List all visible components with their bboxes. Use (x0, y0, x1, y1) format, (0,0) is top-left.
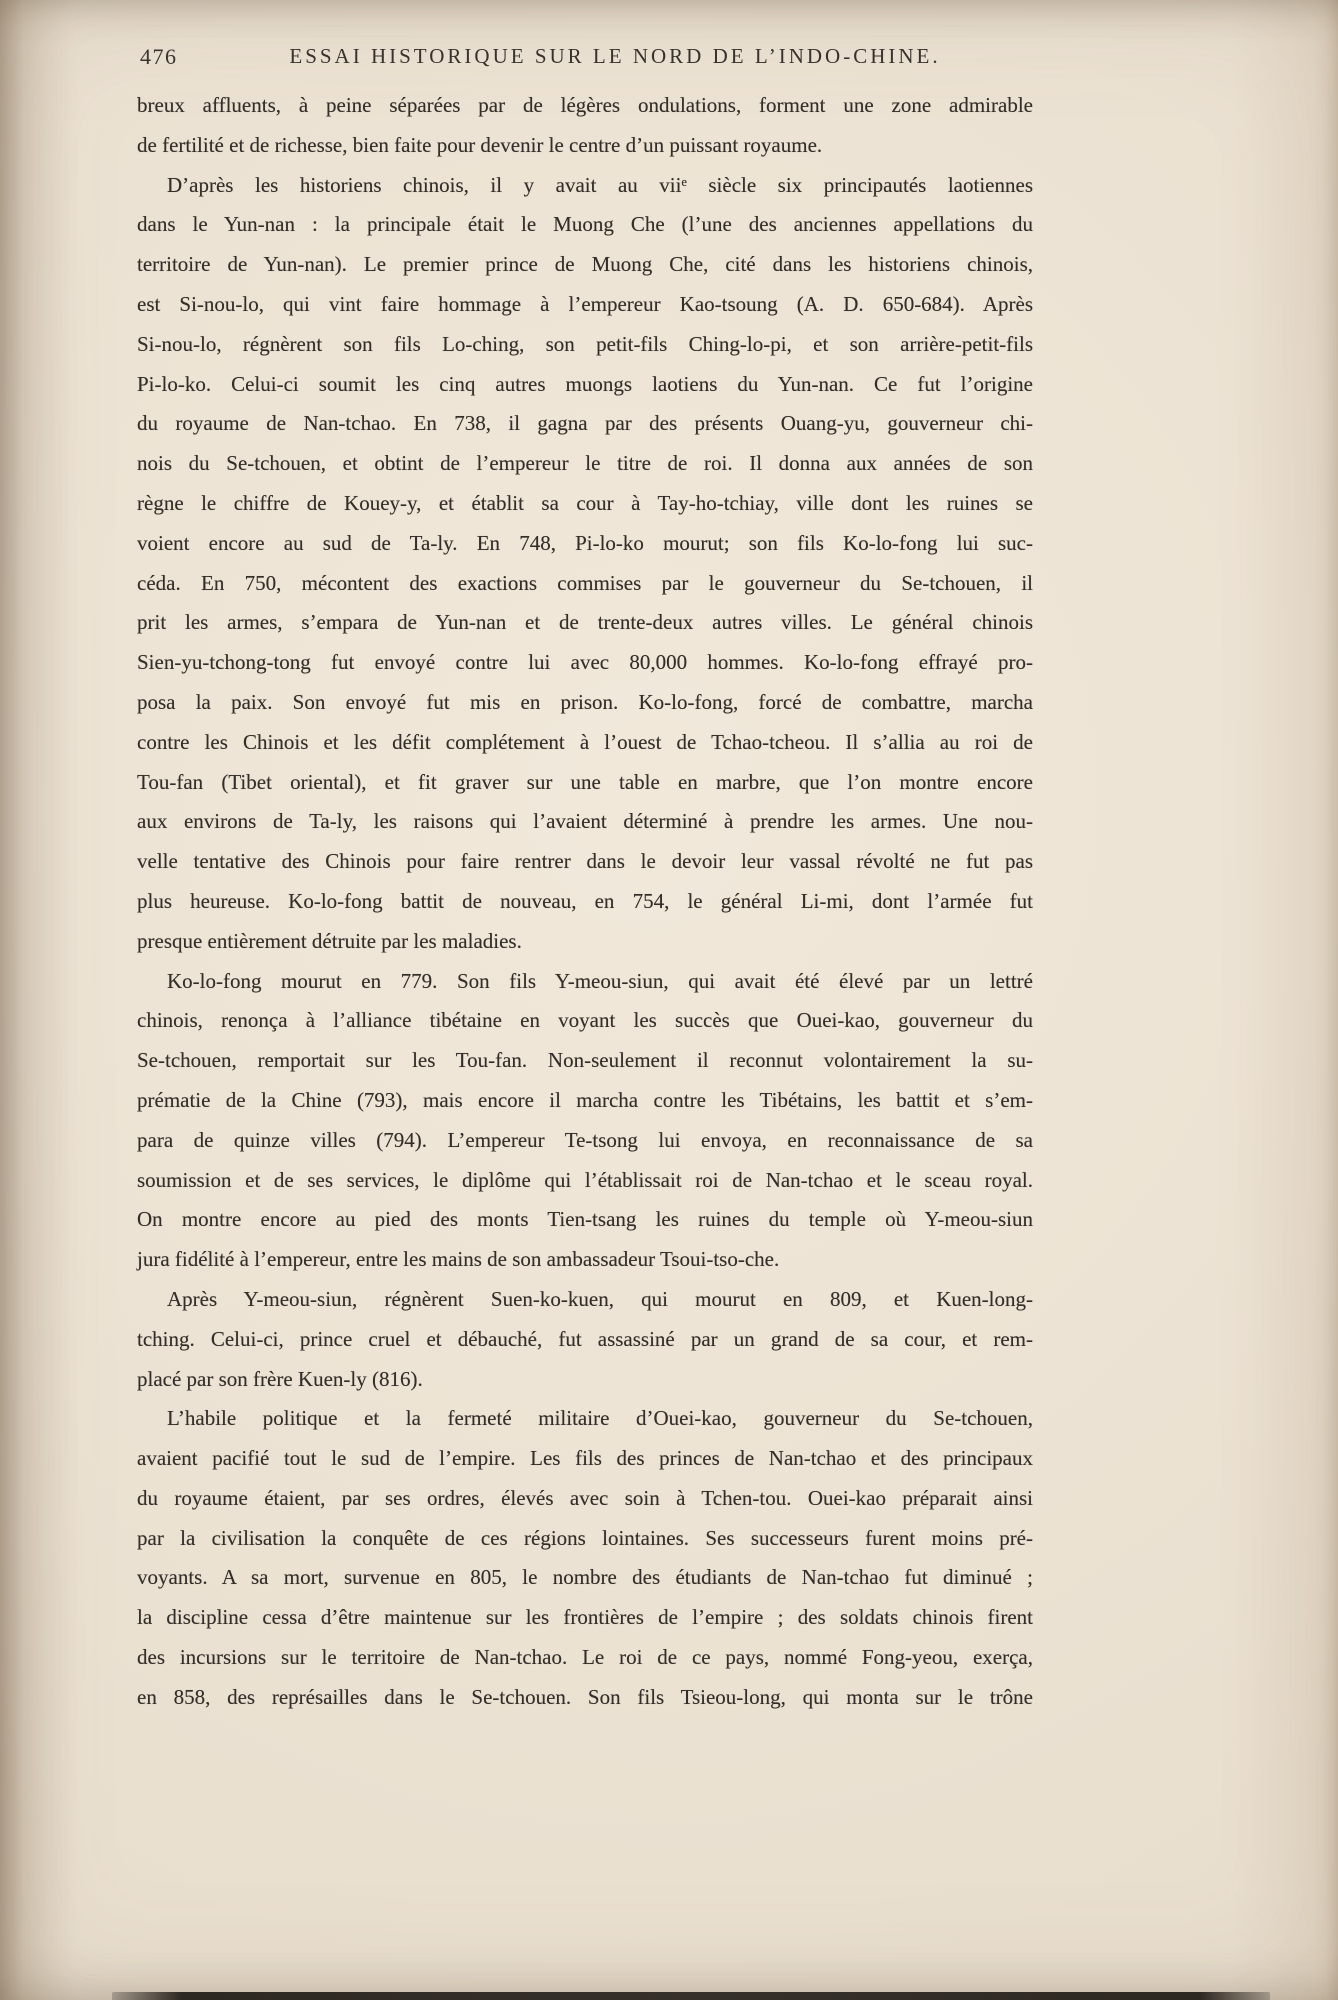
text-line: jura fidélité à l’empereur, entre les mains de son ambassadeur Tsoui-tso-che. (137, 1247, 780, 1272)
text-line: par la civilisation la conquête de ces régions lointaines. Ses successeurs furent moins pré- (137, 1525, 1033, 1550)
text-line: Pi-lo-ko. Celui-ci soumit les cinq autres muongs laotiens du Yun-nan. Ce fut l’origine (137, 371, 1033, 396)
text-line: D’après les historiens chinois, il y avait au viiᵉ siècle six principautés laotiennes (167, 172, 1033, 197)
text-line: presque entièrement détruite par les maladies. (137, 928, 522, 953)
scan-edge-bar (112, 1992, 1270, 2000)
page-number: 476 (140, 44, 178, 69)
text-line: velle tentative des Chinois pour faire rentrer dans le devoir leur vassal révolté ne fut pas (137, 849, 1033, 874)
text-line: avaient pacifié tout le sud de l’empire. Les fils des princes de Nan-tchao et des principaux (137, 1446, 1033, 1471)
running-title: ESSAI HISTORIQUE SUR LE NORD DE L’INDO-CHINE. (289, 44, 941, 68)
text-line: contre les Chinois et les défit complétement à l’ouest de Tchao-tcheou. Il s’allia au roi de (137, 729, 1033, 754)
text-line: prit les armes, s’empara de Yun-nan et de trente-deux autres villes. Le général chinois (137, 610, 1033, 635)
text-line: L’habile politique et la fermeté militaire d’Ouei-kao, gouverneur du Se-tchouen, (167, 1406, 1033, 1431)
page-header (137, 44, 1033, 76)
text-line: para de quinze villes (794). L’empereur Te-tsong lui envoya, en reconnaissance de sa (137, 1127, 1033, 1152)
page-text (137, 86, 1033, 1718)
text-line: est Si-nou-lo, qui vint faire hommage à l’empereur Kao-tsoung (A. D. 650-684). Après (137, 291, 1033, 316)
text-line: en 858, des représailles dans le Se-tchouen. Son fils Tsieou-long, qui monta sur le trône (137, 1684, 1033, 1709)
text-line: Tou-fan (Tibet oriental), et fit graver sur une table en marbre, que l’on montre encore (137, 769, 1033, 794)
text-line: Si-nou-lo, régnèrent son fils Lo-ching, son petit-fils Ching-lo-pi, et son arrière-petit-fils (137, 331, 1033, 356)
text-line: Sien-yu-tchong-tong fut envoyé contre lui avec 80,000 hommes. Ko-lo-fong effrayé pro- (137, 650, 1033, 675)
text-line: plus heureuse. Ko-lo-fong battit de nouveau, en 754, le général Li-mi, dont l’armée fut (137, 888, 1033, 913)
text-line: du royaume étaient, par ses ordres, élevés avec soin à Tchen-tou. Ouei-kao préparait ainsi (137, 1485, 1033, 1510)
text-line: dans le Yun-nan : la principale était le Muong Che (l’une des anciennes appellations du (137, 212, 1033, 237)
text-line: chinois, renonça à l’alliance tibétaine en voyant les succès que Ouei-kao, gouverneur du (137, 1008, 1033, 1033)
text-line: territoire de Yun-nan). Le premier prince de Muong Che, cité dans les historiens chinois, (137, 252, 1033, 277)
text-line: des incursions sur le territoire de Nan-tchao. Le roi de ce pays, nommé Fong-yeou, exerça, (137, 1645, 1033, 1670)
text-line: On montre encore au pied des monts Tien-tsang les ruines du temple où Y-meou-siun (137, 1207, 1033, 1232)
text-line: posa la paix. Son envoyé fut mis en prison. Ko-lo-fong, forcé de combattre, marcha (137, 689, 1033, 714)
text-line: règne le chiffre de Kouey-y, et établit sa cour à Tay-ho-tchiay, ville dont les ruines se (137, 490, 1033, 515)
text-line: céda. En 750, mécontent des exactions commises par le gouverneur du Se-tchouen, il (137, 570, 1033, 595)
text-line: Après Y-meou-siun, régnèrent Suen-ko-kuen, qui mourut en 809, et Kuen-long- (167, 1286, 1033, 1311)
text-line: nois du Se-tchouen, et obtint de l’empereur le titre de roi. Il donna aux années de son (137, 451, 1033, 476)
text-line: aux environs de Ta-ly, les raisons qui l’avaient déterminé à prendre les armes. Une nou- (137, 809, 1033, 834)
text-line: voyants. A sa mort, survenue en 805, le nombre des étudiants de Nan-tchao fut diminué ; (137, 1565, 1033, 1590)
text-line: breux affluents, à peine séparées par de légères ondulations, forment une zone admirable (137, 93, 1033, 117)
text-line: Se-tchouen, remportait sur les Tou-fan. Non-seulement il reconnut volontairement la su- (137, 1048, 1033, 1073)
text-line: de fertilité et de richesse, bien faite pour devenir le centre d’un puissant royaume. (137, 132, 823, 157)
text-line: soumission et de ses services, le diplôme qui l’établissait roi de Nan-tchao et le sceau royal. (137, 1167, 1033, 1192)
text-line: voient encore au sud de Ta-ly. En 748, Pi-lo-ko mourut; son fils Ko-lo-fong lui suc- (137, 530, 1033, 555)
text-line: la discipline cessa d’être maintenue sur les frontières de l’empire ; des soldats chinois firent (137, 1605, 1033, 1630)
text-line: tching. Celui-ci, prince cruel et débauché, fut assassiné par un grand de sa cour, et rem- (137, 1326, 1033, 1351)
text-line: Ko-lo-fong mourut en 779. Son fils Y-meou-siun, qui avait été élevé par un lettré (167, 968, 1033, 993)
text-line: placé par son frère Kuen-ly (816). (137, 1366, 423, 1391)
text-line: prématie de la Chine (793), mais encore il marcha contre les Tibétains, les battit et s’em- (137, 1087, 1033, 1112)
text-line: du royaume de Nan-tchao. En 738, il gagna par des présents Ouang-yu, gouverneur chi- (137, 411, 1033, 436)
